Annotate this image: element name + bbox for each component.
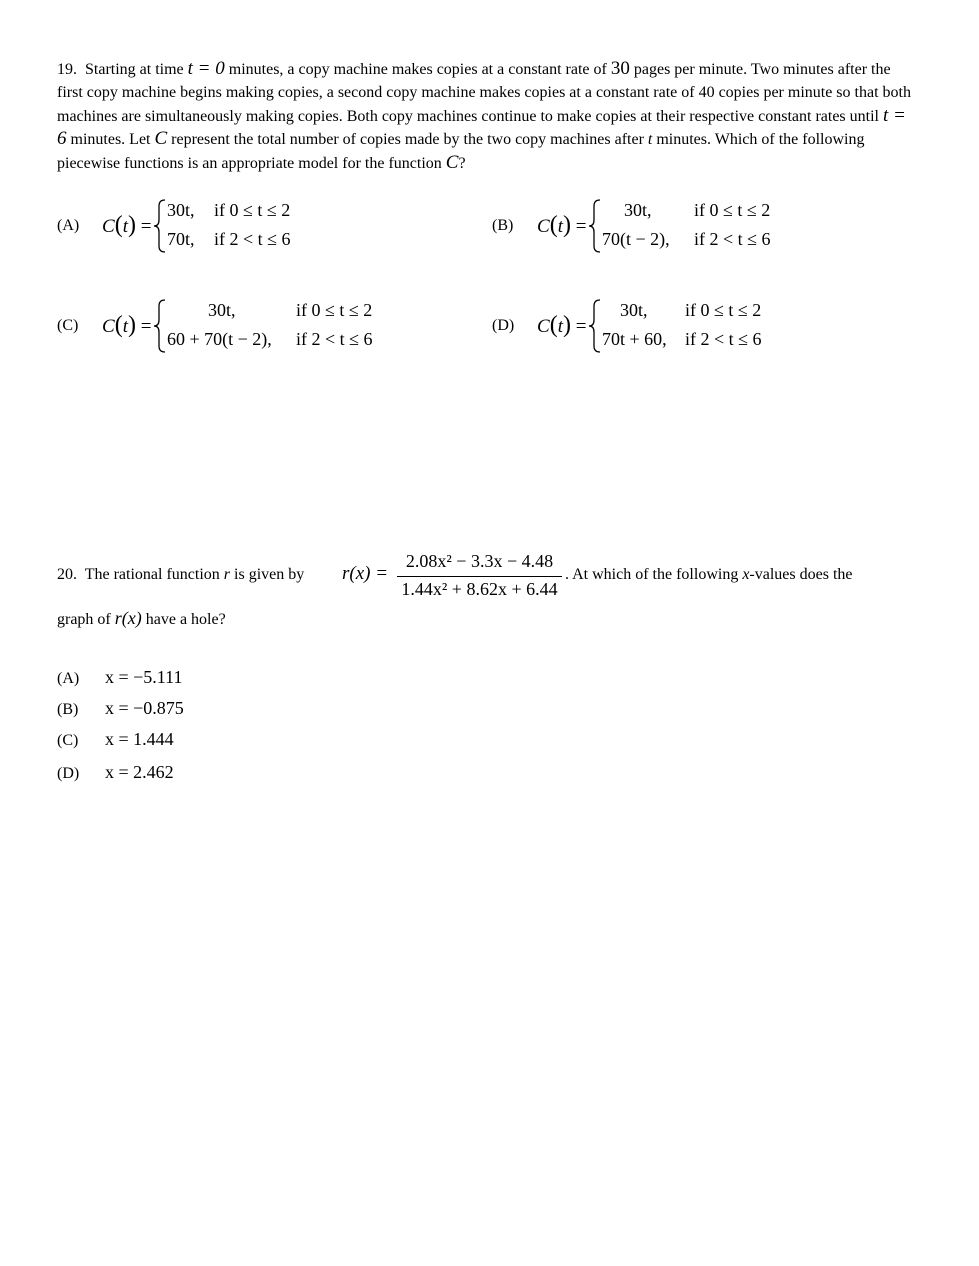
left-brace-icon	[588, 198, 602, 254]
fraction-bar	[397, 576, 562, 577]
left-brace-icon	[588, 298, 602, 354]
question-20-line1-cont: . At which of the following x-values does the	[565, 566, 853, 583]
function-r-of-x: r(x) =	[342, 563, 389, 584]
function-name: C(t) =	[102, 212, 152, 238]
choice-label: (B)	[492, 217, 514, 234]
question-19-text: 19. Starting at time t = 0 minutes, a copy machine makes copies at a constant rate of 30 pages per minute. Two minutes after the first copy machine begins making copies, a second copy machine makes copies at a constant rate of 40 copies per minute so that both machines are simultaneously making copies. Both copy machines continue to make copies at their respective constant rates until t = 6 minutes. Let C represent the total number of copies made by the two copy machines after t minutes. Which of the following piecewise functions is an appropriate model for the function C?	[57, 58, 911, 174]
choice-label: (C)	[57, 317, 79, 334]
question-20-line2: graph of r(x) have a hole?	[57, 608, 226, 628]
function-name: C(t) =	[537, 312, 587, 338]
choice-label: (D)	[492, 317, 515, 334]
choice-label: (A)	[57, 217, 80, 234]
left-brace-icon	[153, 198, 167, 254]
question-number: 20.	[57, 566, 77, 583]
function-name: C(t) =	[537, 212, 587, 238]
question-number: 19.	[57, 61, 77, 78]
question-20-line1: 20. The rational function r is given by	[57, 566, 305, 583]
left-brace-icon	[153, 298, 167, 354]
fraction-denominator: 1.44x² + 8.62x + 6.44	[401, 579, 558, 599]
fraction-numerator: 2.08x² − 3.3x − 4.48	[405, 551, 554, 571]
function-name: C(t) =	[102, 312, 152, 338]
